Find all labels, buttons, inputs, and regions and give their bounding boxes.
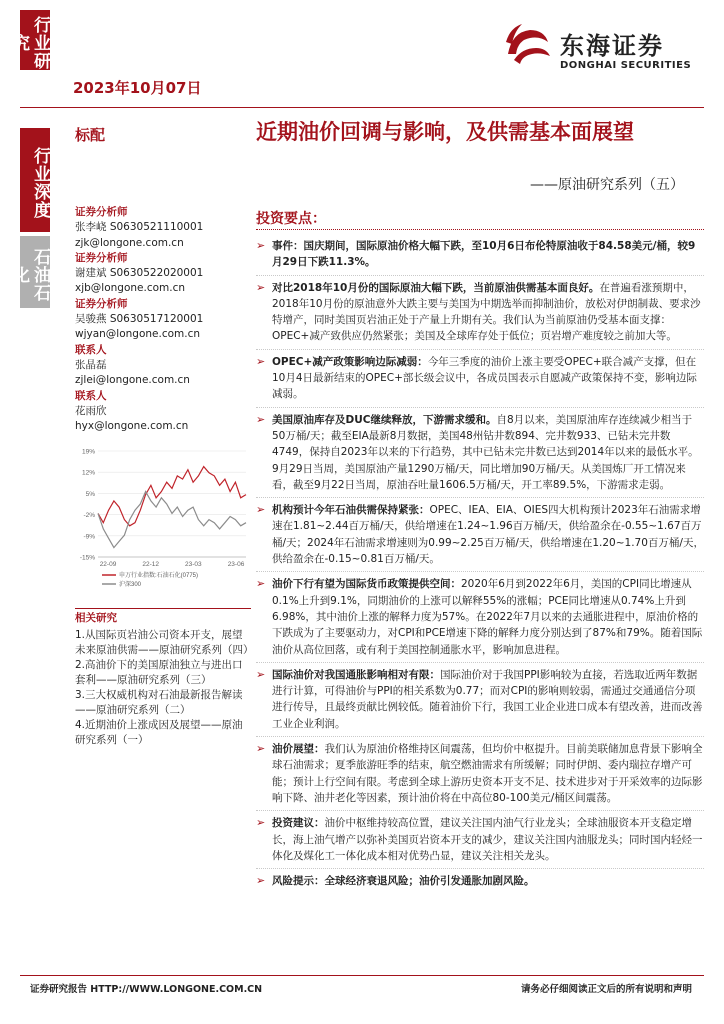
related-item[interactable]: 2.高油价下的美国原油独立与进出口套利——原油研究系列（三） (75, 659, 243, 686)
analyst-entry (75, 297, 245, 343)
analyst-email[interactable]: xjb@longone.com.cn (75, 282, 186, 295)
analyst-list (75, 205, 245, 434)
key-point (256, 354, 704, 408)
analyst-role: 联系人 (75, 389, 107, 402)
logo-en-text: DONGHAI SECURITIES (560, 60, 692, 71)
side-tab-industry-deep: 行业深度 (20, 128, 50, 232)
arrow-bullet-icon: ➢ (256, 577, 266, 591)
header-divider (20, 107, 704, 108)
point-lead: 事件：国庆期间，国际原油价格大幅下跌，至10月6日布伦特原油收于84.58美元/桶，较9月29日下跌11.3%。 (272, 240, 696, 269)
analyst-entry (75, 205, 245, 251)
point-lead: 对比2018年10月份的国际原油大幅下跌，当前原油供需基本面良好。 (272, 281, 600, 294)
point-body: 自8月以来，美国原油库存连续减少相当于50万桶/天；截至EIA最新8月数据，美国48州钻井数894、完井数933、已钻未完井数4749，保持自2023年以来的下行趋势，其中已钻未完井数已达到2014年以来的最低水平。9月29日当周，美国原油产量1290万桶/天，同比增加90万桶/天。从美国炼厂开工情况来看，截至9月22日当周，原油吞吐量1606.5万桶/天，开工率89.5%，下游需求走弱。 (272, 413, 699, 491)
point-lead: 风险提示：全球经济衰退风险；油价引发通胀加剧风险。 (272, 875, 535, 888)
arrow-bullet-icon: ➢ (256, 354, 266, 368)
key-point (256, 741, 704, 811)
arrow-bullet-icon: ➢ (256, 280, 266, 294)
point-body: 2020年6月到2022年6月，美国的CPI同比增速从0.1%上升到9.1%，同期油价的上涨可以解释55%的涨幅；PCE同比增速从0.74%上升到6.98%，其中油价上涨的解释力度为57%。在2022年7月以来的去通胀进程中，原油价格的下跌成为了主要驱动力，对CPI和PCE增速下降的解释力度分别达到了87%和79%。随着国际油价从高位回落，或有利于美国控制通胀水平，影响加息进程。 (272, 578, 703, 656)
analyst-role: 证券分析师 (75, 206, 128, 218)
key-points-title: 投资要点： (256, 211, 326, 227)
report-date: 2023年10月07日 (73, 79, 202, 97)
point-body: 我们认为原油价格维持区间震荡，但均价中枢提升。目前美联储加息背景下影响全球石油需求；夏季旅游旺季的结束，航空燃油需求有所缓解；同时伊朗、委内瑞拉存增产可能；预计上行空间有限。考虑到全球上游历史资本开支不足、技术进步对于开采效率的边际影响下降、油井老化等因素，预计油价将在中高位80-100美元/桶区间震荡。 (272, 743, 703, 804)
point-body: 在普遍看涨预期中，2018年10月份的原油意外大跌主要与美国为中期选举而抑制油价，放松对伊朗制裁、要求沙特增产，同时美国页岩油正处于产量上升期有关。我们认为当前原油仍受基本面支撑：OPEC+减产致供应仍然紧张；美国及全球库存处于低位；页岩增产难度较之前加大等。 (272, 281, 701, 343)
logo-mark-icon (500, 18, 558, 76)
analyst-email[interactable]: zjk@longone.com.cn (75, 236, 184, 249)
key-point (256, 280, 704, 350)
analyst-role: 联系人 (75, 343, 107, 356)
related-title: 相关研究 (75, 608, 251, 626)
point-body: 国际油价对于我国PPI影响较为直接，若选取近两年数据进行计算，可得油价与PPI的相关系数为0.77；而对CPI的影响则较弱，需通过交通通信分项进行传导，且最终贡献比例较低。随着油价下行，我国工业企业进口成本有望改善，进而改善工业企业利润。 (272, 668, 703, 730)
related-item[interactable]: 3.三大权威机构对石油最新报告解读——原油研究系列（二） (75, 689, 243, 716)
point-body: OPEC、IEA、EIA、OIES四大机构预计2023年石油需求增速在1.81~2.44百万桶/天，供给增速在1.24~1.96百万桶/天，供给盈余在-0.55~1.67百万桶/天；2024年石油需求增速则为0.99~2.25百万桶/天，供给增速在1.20~1.70百万桶/天，供给盈余在-0.15~0.81百万桶/天。 (272, 504, 704, 566)
arrow-bullet-icon: ➢ (256, 239, 266, 252)
x-tick-label: 23-03 (185, 561, 202, 568)
footer-disclaimer: 请务必仔细阅读正文后的所有说明和声明 (520, 984, 692, 995)
analyst-entry (75, 389, 245, 435)
performance-chart (68, 445, 250, 595)
logo-cn-text: 东海证券 (560, 32, 664, 60)
point-lead: 国际油价对我国通胀影响相对有限： (272, 668, 440, 681)
point-lead: 投资建议： (272, 817, 325, 830)
arrow-bullet-icon: ➢ (256, 412, 266, 426)
y-tick-label: 12% (81, 469, 95, 477)
analyst-role: 证券分析师 (75, 297, 128, 310)
arrow-bullet-icon: ➢ (256, 667, 266, 681)
analyst-name: 谢建斌 S0630522020001 (75, 267, 204, 280)
side-tab-industry-research: 行业研究 (20, 10, 50, 70)
y-tick-label: 5% (85, 490, 95, 498)
rating: 标配 (75, 126, 106, 144)
arrow-bullet-icon: ➢ (256, 816, 266, 830)
point-body: 油价中枢维持较高位置，建议关注国内油气行业龙头；全球油服资本开支稳定增长，海上油气增产以弥补美国页岩资本开支的减少，建议关注国内油服龙头；同时国内轻烃一体化及煤化工一体化成本相对优势凸显，建议关注相关龙头。 (272, 817, 703, 862)
analyst-name: 吴骏燕 S0630517120001 (75, 313, 204, 326)
related-item[interactable]: 4.近期油价上涨成因及展望——原油研究系列（一） (75, 719, 243, 746)
key-points (256, 238, 704, 897)
key-points-divider (256, 229, 704, 230)
point-lead: OPEC+减产政策影响边际减弱： (272, 355, 428, 368)
point-body: 今年三季度的油价上涨主要受OPEC+联合减产支撑，但在10月4日最新结束的OPEC+部长级会议中，各成员国表示自愿减产政策保持不变，影响边际减弱。 (272, 355, 697, 401)
key-point (256, 238, 704, 276)
y-tick-label: 19% (81, 448, 95, 456)
key-point (256, 815, 704, 869)
analyst-email[interactable]: wjyan@longone.com.cn (75, 328, 201, 341)
series-line (98, 492, 246, 548)
x-tick-label: 22-09 (99, 561, 117, 568)
related-research (75, 608, 254, 748)
analyst-name: 张晶磊 (75, 358, 107, 371)
donghai-logo (500, 18, 700, 78)
related-item[interactable]: 1.从国际页岩油公司资本开支，展望未来原油供需——原油研究系列（四） (75, 629, 254, 656)
side-tab-petrochem: 石油石化 (20, 236, 50, 308)
arrow-bullet-icon: ➢ (256, 503, 266, 517)
point-lead: 油价下行有望为国际货币政策提供空间： (272, 578, 461, 591)
key-point (256, 576, 704, 662)
report-title: 近期油价回调与影响，及供需基本面展望 (256, 120, 634, 144)
analyst-email[interactable]: hyx@longone.com.cn (75, 420, 189, 433)
point-lead: 机构预计今年石油供需保持紧张： (272, 504, 430, 517)
arrow-bullet-icon: ➢ (256, 742, 266, 756)
analyst-name: 张李峣 S0630521110001 (75, 221, 204, 234)
series-line (98, 467, 246, 526)
y-tick-label: -2% (83, 512, 95, 520)
analyst-entry (75, 343, 245, 389)
point-lead: 美国原油库存及DUC继续释放，下游需求缓和。 (272, 413, 497, 426)
x-tick-label: 22-12 (142, 561, 159, 568)
analyst-role: 证券分析师 (75, 251, 128, 264)
footer-divider (20, 975, 704, 976)
legend-label: 申万行业指数:石油石化(0775) (119, 573, 199, 579)
legend-label: 沪深300 (119, 582, 142, 588)
y-tick-label: -15% (79, 554, 95, 562)
key-point (256, 667, 704, 737)
analyst-entry (75, 251, 245, 297)
key-point (256, 412, 704, 498)
report-series: ——原油研究系列（五） (530, 177, 684, 193)
x-tick-label: 23-06 (227, 561, 245, 568)
analyst-email[interactable]: zjlei@longone.com.cn (75, 374, 190, 387)
y-tick-label: -9% (83, 533, 95, 541)
key-point (256, 873, 704, 893)
arrow-bullet-icon: ➢ (256, 874, 266, 888)
footer-left[interactable]: 证券研究报告 HTTP://WWW.LONGONE.COM.CN (30, 984, 263, 995)
analyst-name: 花雨欣 (75, 404, 107, 417)
key-point (256, 502, 704, 572)
point-lead: 油价展望： (272, 743, 325, 756)
